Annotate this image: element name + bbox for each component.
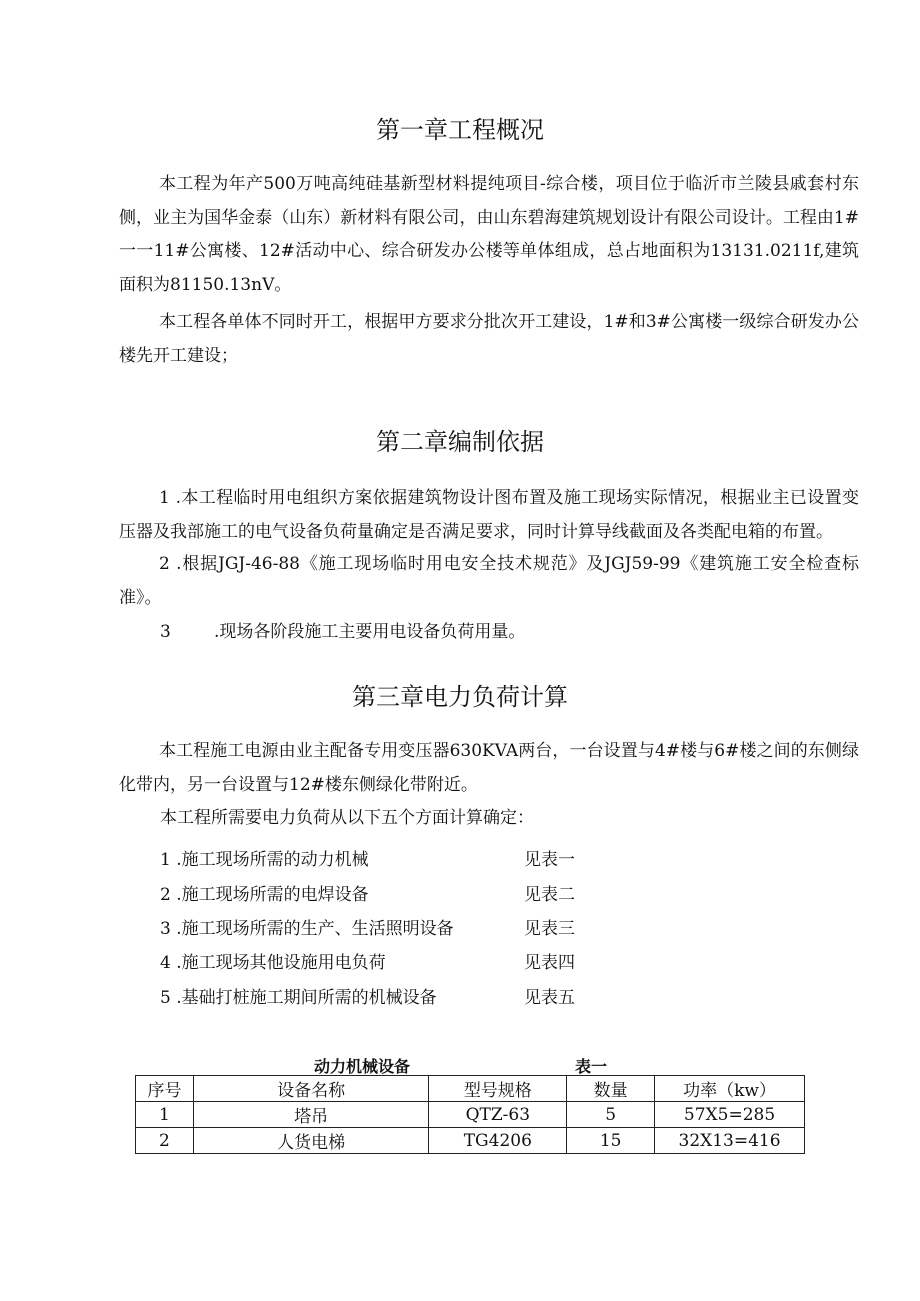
table-cell: TG4206 <box>429 1128 567 1154</box>
table-cell: 57X5=285 <box>655 1102 805 1128</box>
table-cell: 15 <box>567 1128 655 1154</box>
load-item-5: 5 .基础打桩施工期间所需的机械设备 <box>160 988 437 1008</box>
chapter-3-title: 第三章电力负荷计算 <box>352 683 568 711</box>
load-item-4-ref: 见表四 <box>524 953 575 973</box>
header-cell: 数量 <box>567 1076 655 1102</box>
table-cell: 2 <box>136 1128 194 1154</box>
table-cell: 1 <box>136 1102 194 1128</box>
load-item-3-ref: 见表三 <box>524 919 575 939</box>
load-item-4: 4 .施工现场其他设施用电负荷 <box>160 953 386 973</box>
header-cell: 设备名称 <box>193 1076 429 1102</box>
basis-item-3-text: .现场各阶段施工主要用电设备负荷用量。 <box>214 622 526 642</box>
table-cell: QTZ-63 <box>429 1102 567 1128</box>
load-item-1: 1 .施工现场所需的动力机械 <box>160 850 369 870</box>
load-item-5-ref: 见表五 <box>524 988 575 1008</box>
load-item-2-ref: 见表二 <box>524 885 575 905</box>
header-cell: 功率（kw） <box>655 1076 805 1102</box>
table-header-row <box>136 1076 805 1102</box>
table-cell: 人货电梯 <box>193 1128 429 1154</box>
chapter-3-paragraph-2: 本工程所需要电力负荷从以下五个方面计算确定： <box>160 808 534 828</box>
chapter-3-paragraph-1: 本工程施工电源由业主配备专用变压器630KVA两台，一台设置与4#楼与6#楼之间的东侧绿化带内，另一台设置与12#楼东侧绿化带附近。 <box>119 741 859 795</box>
load-item-2: 2 .施工现场所需的电焊设备 <box>160 885 369 905</box>
header-cell: 序号 <box>136 1076 194 1102</box>
table-row <box>136 1128 805 1154</box>
chapter-1-paragraph-1: 本工程为年产500万吨高纯硅基新型材料提纯项目-综合楼，项目位于临沂市兰陵县戚套村东侧，业主为国华金泰（山东）新材料有限公司，由山东碧海建筑规划设计有限公司设计。工程由1#一一11#公寓楼、12#活动中心、综合研发办公楼等单体组成，总占地面积为13131.0211f,建筑面积为81150.13nV。 <box>119 174 859 295</box>
load-item-1-ref: 见表一 <box>524 850 575 870</box>
table-cell: 32X13=416 <box>655 1128 805 1154</box>
chapter-1-title: 第一章工程概况 <box>376 116 544 144</box>
chapter-2-title: 第二章编制依据 <box>376 428 544 456</box>
table-cell: 5 <box>567 1102 655 1128</box>
basis-item-2: 2 .根据JGJ-46-88《施工现场临时用电安全技术规范》及JGJ59-99《建筑施工安全检查标准》。 <box>119 554 859 608</box>
header-cell: 型号规格 <box>429 1076 567 1102</box>
load-item-3: 3 .施工现场所需的生产、生活照明设备 <box>160 919 454 939</box>
basis-item-1: 1 .本工程临时用电组织方案依据建筑物设计图布置及施工现场实际情况，根据业主已设置变压器及我部施工的电气设备负荷量确定是否满足要求，同时计算导线截面及各类配电箱的布置。 <box>119 488 859 542</box>
table-1-title: 动力机械设备 <box>314 1057 411 1076</box>
basis-item-3-number: 3 <box>160 622 171 642</box>
table-row <box>136 1102 805 1128</box>
table-1-label: 表一 <box>575 1057 608 1076</box>
equipment-table <box>135 1075 805 1154</box>
chapter-1-paragraph-2: 本工程各单体不同时开工，根据甲方要求分批次开工建设，1#和3#公寓楼一级综合研发办公楼先开工建设； <box>119 312 859 366</box>
table-cell: 塔吊 <box>193 1102 429 1128</box>
